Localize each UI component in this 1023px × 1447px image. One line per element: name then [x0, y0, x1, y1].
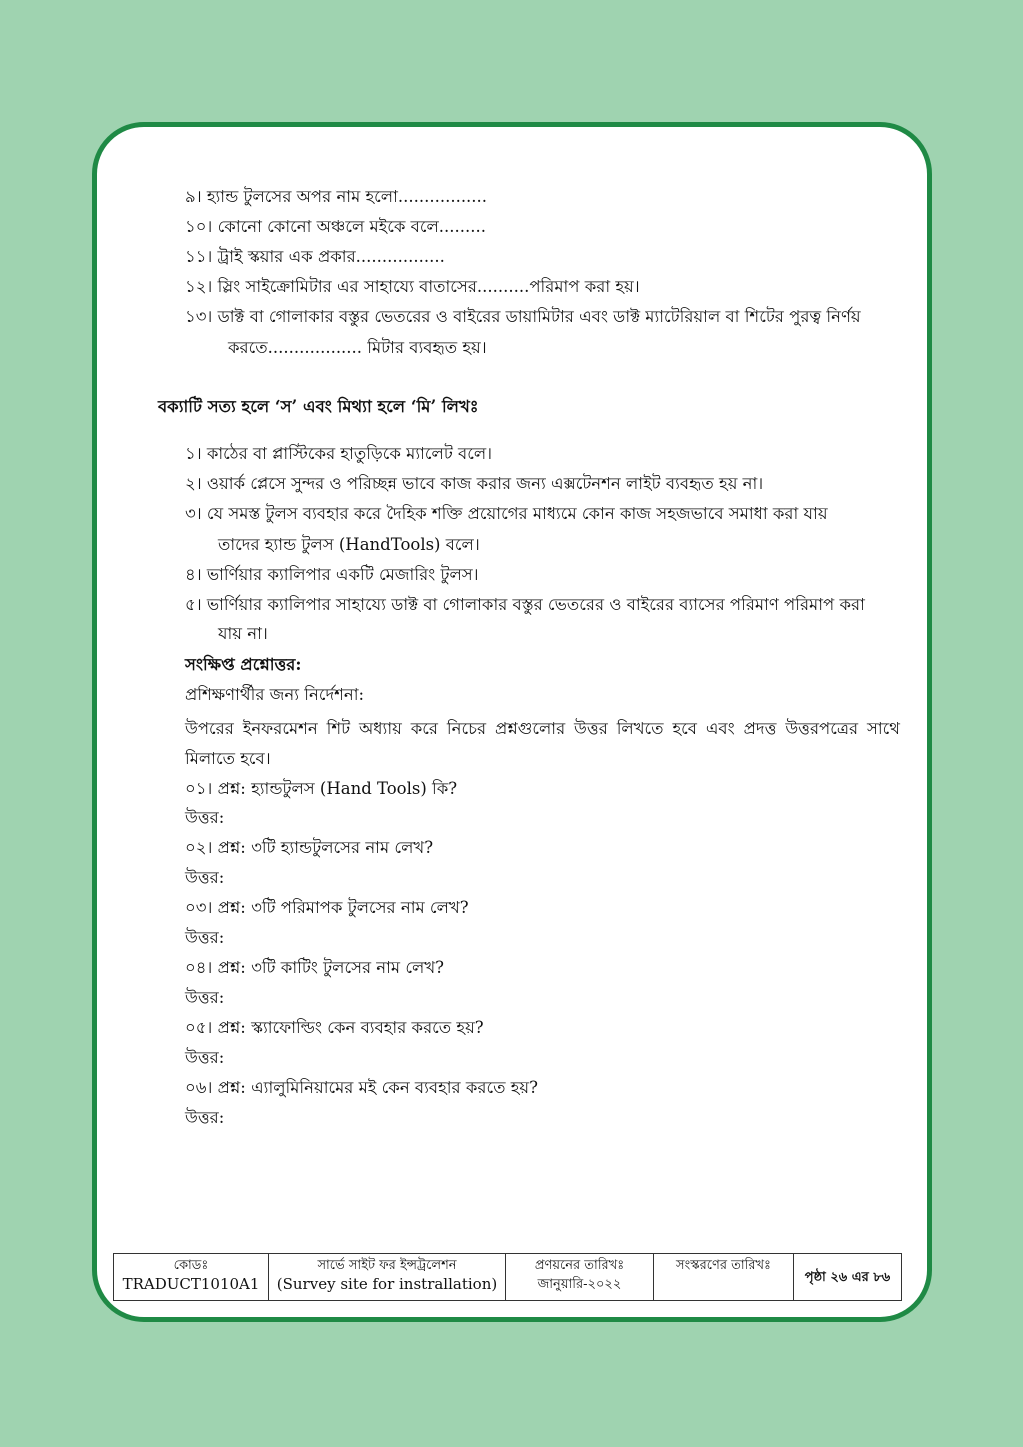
short-qa-heading: সংক্ষিপ্ত প্রশ্নোত্তর: [185, 655, 302, 674]
question-6: ০৬। প্রশ্ন: এ্যালুমিনিয়ামের মই কেন ব্যবহার করতে হয়? [185, 1078, 538, 1097]
instruction-title: প্রশিক্ষণার্থীর জন্য নির্দেশনা: [185, 685, 365, 704]
question-4: ০৪। প্রশ্ন: ৩টি কাটিং টুলসের নাম লেখ? [185, 958, 445, 977]
fill-blank-9: ৯। হ্যান্ড টুলসের অপর নাম হলো................. [185, 187, 488, 206]
footer-title-en: (Survey site for instrallation) [276, 1275, 498, 1293]
question-5: ০৫। প্রশ্ন: স্ক্যাফোল্ডিং কেন ব্যবহার করতে হয়? [185, 1018, 484, 1037]
footer-code-value: TRADUCT1010A1 [122, 1275, 260, 1293]
true-false-item-2: ২। ওয়ার্ক প্লেসে সুন্দর ও পরিচ্ছন্ন ভাবে কাজ করার জন্য এক্সটেনশন লাইট ব্যবহৃত হয় না। [185, 474, 764, 493]
answer-label-4: উত্তর: [185, 988, 225, 1007]
answer-label-6: উত্তর: [185, 1108, 225, 1127]
true-false-item-1: ১। কাঠের বা প্লাস্টিকের হাতুড়িকে ম্যালেট বলে। [185, 444, 493, 463]
footer-title-bn: সার্ভে সাইট ফর ইন্সট্রলেশন [317, 1258, 457, 1273]
footer-prepared-cell [506, 1254, 654, 1301]
true-false-item-5-cont: যায় না। [218, 624, 268, 643]
answer-label-3: উত্তর: [185, 928, 225, 947]
true-false-item-3-cont: তাদের হ্যান্ড টুলস (HandTools) বলে। [218, 535, 480, 554]
fill-blank-12: ১২। স্লিং সাইক্রোমিটার এর সাহায্যে বাতাসের..........পরিমাপ করা হয়। [185, 277, 640, 296]
footer-code-label: কোডঃ [173, 1258, 209, 1273]
true-false-item-5: ৫। ভার্ণিয়ার ক্যালিপার সাহায্যে ডাক্ট বা গোলাকার বস্তুর ভেতরের ও বাইরের ব্যাসের পরিমাণ পরিমাপ করা [185, 595, 865, 614]
true-false-heading: বক্যাটি সত্য হলে ‘স’ এবং মিথ্যা হলে ‘মি’ লিখঃ [158, 397, 479, 416]
answer-label-5: উত্তর: [185, 1048, 225, 1067]
footer-page-number: পৃষ্ঠা ২৬ এর ৮৬ [804, 1269, 891, 1285]
answer-label-1: উত্তর: [185, 808, 225, 827]
instruction-text: উপরের ইনফরমেশন শিট অধ্যায় করে নিচের প্রশ্নগুলোর উত্তর লিখতে হবে এবং প্রদত্ত উত্তরপত্রের সাথে মিলাতে হবে। [185, 719, 900, 768]
footer-title-cell [269, 1254, 506, 1301]
true-false-item-4: ৪। ভার্ণিয়ার ক্যালিপার একটি মেজারিং টুলস। [185, 565, 479, 584]
footer-revision-cell [654, 1254, 794, 1301]
answer-label-2: উত্তর: [185, 868, 225, 887]
footer-page-cell [794, 1254, 902, 1301]
footer-table [113, 1253, 902, 1301]
footer-revision-label: সংস্করণের তারিখঃ [676, 1258, 771, 1273]
footer-prepared-value: জানুয়ারি-২০২২ [537, 1277, 622, 1292]
fill-blank-10: ১০। কোনো কোনো অঞ্চলে মইকে বলে......... [185, 217, 486, 236]
fill-blank-13: ১৩। ডাক্ট বা গোলাকার বস্তুর ভেতরের ও বাইরের ডায়ামিটার এবং ডাক্ট ম্যাটেরিয়াল বা শিটের পুরত্ব নির্ণয় [185, 307, 861, 326]
question-2: ০২। প্রশ্ন: ৩টি হ্যান্ডটুলসের নাম লেখ? [185, 838, 434, 857]
fill-blank-11: ১১। ট্রাই স্কয়ার এক প্রকার................. [185, 247, 445, 266]
footer-code-cell [114, 1254, 269, 1301]
fill-blank-13-cont: করতে.................. মিটার ব্যবহৃত হয়। [228, 338, 487, 357]
question-3: ০৩। প্রশ্ন: ৩টি পরিমাপক টুলসের নাম লেখ? [185, 898, 469, 917]
true-false-item-3: ৩। যে সমস্ত টুলস ব্যবহার করে দৈহিক শক্তি প্রয়োগের মাধ্যমে কোন কাজ সহজভাবে সমাধা করা যায় [185, 504, 828, 523]
footer-prepared-label: প্রণয়নের তারিখঃ [534, 1258, 625, 1273]
question-1: ০১। প্রশ্ন: হ্যান্ডটুলস (Hand Tools) কি? [185, 779, 458, 798]
